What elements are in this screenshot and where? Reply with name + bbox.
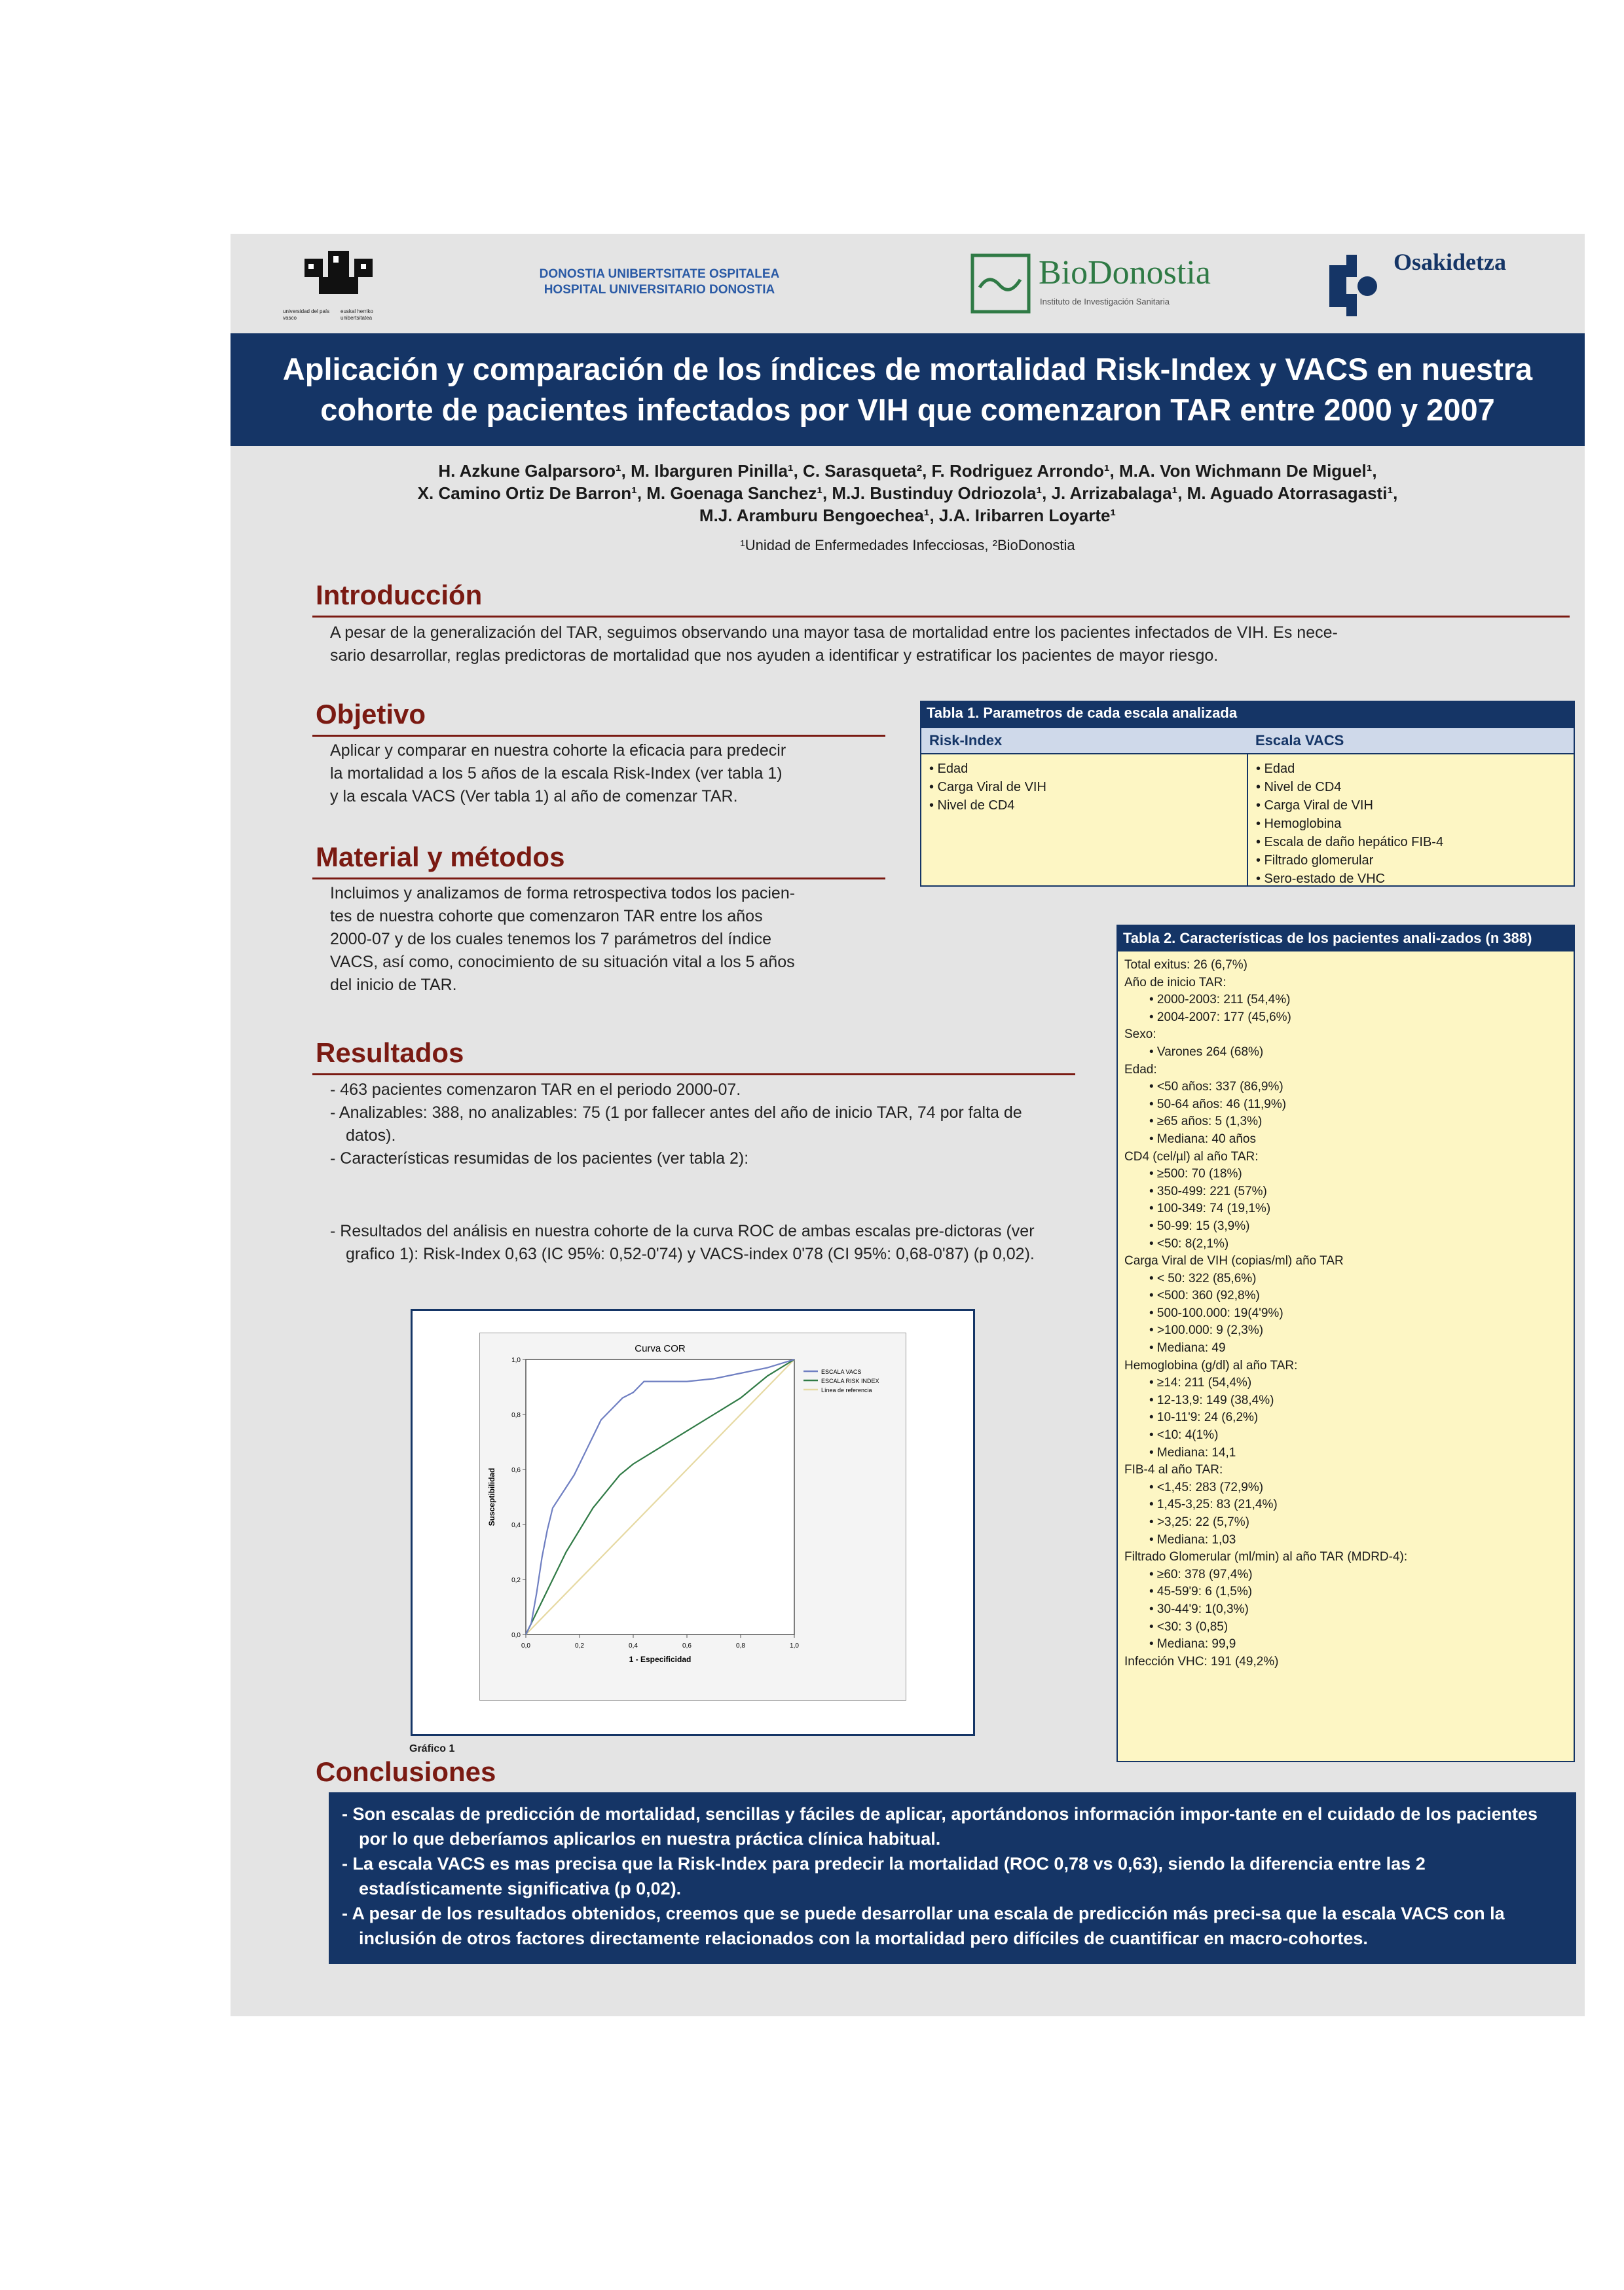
tabla2 — [1116, 925, 1575, 1762]
tabla1-header-row — [920, 728, 1575, 754]
tabla1-vacs-item: • Escala de daño hepático FIB-4 — [1256, 835, 1444, 849]
header-logos — [231, 234, 1585, 333]
tabla2-item: FIB-4 al año TAR: — [1124, 1463, 1223, 1477]
osakidetza-symbol-icon — [1325, 253, 1384, 319]
tabla2-item: Año de inicio TAR: — [1124, 975, 1227, 989]
tabla2-subitem: • Mediana: 40 años — [1149, 1132, 1256, 1146]
osakidetza-name: Osakidetza — [1393, 249, 1507, 275]
tabla2-subitem: • 350-499: 221 (57%) — [1149, 1184, 1267, 1198]
tabla2-subitem: • 100-349: 74 (19,1%) — [1149, 1202, 1271, 1216]
tabla2-item: CD4 (cel/µl) al año TAR: — [1124, 1149, 1259, 1164]
tabla2-subitem: • Varones 264 (68%) — [1149, 1044, 1264, 1059]
tabla2-subitem: • < 50: 322 (85,6%) — [1149, 1271, 1257, 1285]
y-tick-label: 0,2 — [511, 1577, 521, 1584]
biodonostia-sub: Instituto de Investigación Sanitaria — [1040, 297, 1170, 306]
osakidetza-logo — [1325, 248, 1541, 320]
conclusiones-item: - La escala VACS es mas precisa que la Risk-Index para predecir la mortalidad (ROC 0,78 vs 0,63), siendo la diferencia entre las 2 estadísticamente significativa (p 0,02). — [342, 1854, 1426, 1898]
tabla2-subitem: • ≥14: 211 (54,4%) — [1149, 1376, 1252, 1390]
hospital-line2: HOSPITAL UNIVERSITARIO DONOSTIA — [544, 283, 775, 297]
tabla1-vacs-item: • Hemoglobina — [1256, 817, 1342, 831]
introduccion-heading: Introducción — [316, 580, 483, 610]
upv-text-right: euskal herriko unibertsitatea — [341, 308, 373, 321]
objetivo-heading: Objetivo — [316, 699, 426, 729]
tabla2-subitem: • 2004-2007: 177 (45,6%) — [1149, 1010, 1291, 1024]
tabla2-item: Carga Viral de VIH (copias/ml) año TAR — [1124, 1254, 1344, 1268]
poster-title — [231, 333, 1585, 446]
tabla2-subitem: • 500-100.000: 19(4'9%) — [1149, 1306, 1283, 1320]
tabla2-body — [1116, 951, 1575, 1762]
tabla2-subitem: • Mediana: 14,1 — [1149, 1445, 1236, 1460]
tabla1-risk-list — [921, 754, 1248, 885]
tabla1-col-risk: Risk-Index — [929, 732, 1003, 748]
tabla2-item: Total exitus: 26 (6,7%) — [1124, 958, 1247, 972]
x-axis-label: 1 - Especificidad — [629, 1655, 692, 1664]
metodos-heading: Material y métodos — [316, 841, 565, 872]
tabla2-subitem: • <30: 3 (0,85) — [1149, 1619, 1228, 1634]
tabla2-item: Edad: — [1124, 1062, 1157, 1077]
tabla2-subitem: • 50-99: 15 (3,9%) — [1149, 1219, 1250, 1233]
y-axis-label: Susceptibilidad — [487, 1468, 496, 1526]
chart-title: Curva COR — [635, 1343, 686, 1354]
metodos-line1: Incluimos y analizamos de forma retrospectiva todos los pacien- — [330, 884, 796, 902]
tabla2-subitem: • Mediana: 99,9 — [1149, 1637, 1236, 1652]
resultados-rule — [312, 1073, 1075, 1075]
objetivo-line2: la mortalidad a los 5 años de la escala Risk-Index (ver tabla 1) — [330, 764, 783, 783]
tabla2-subitem: • ≥500: 70 (18%) — [1149, 1167, 1242, 1181]
introduccion-line2: sario desarrollar, reglas predictoras de mortalidad que nos ayuden a identificar y estratificar los pacientes de mayor riesgo. — [330, 646, 1219, 665]
resultados-item: - Resultados del análisis en nuestra cohorte de la curva ROC de ambas escalas pre-dictoras (ver grafico 1): Risk-Index 0,63 (IC 95%: 0,52-0'74) y VACS-index 0'78 (CI 95%: 0,68-0'87) (p 0,02). — [330, 1222, 1035, 1263]
tabla2-item: Hemoglobina (g/dl) al año TAR: — [1124, 1358, 1298, 1373]
tabla2-subitem: • 30-44'9: 1(0,3%) — [1149, 1602, 1249, 1616]
hospital-line1: DONOSTIA UNIBERTSITATE OSPITALEA — [539, 267, 780, 281]
resultados-item: - 463 pacientes comenzaron TAR en el periodo 2000-07. — [330, 1080, 741, 1099]
biodonostia-name: BioDonostia — [1039, 254, 1211, 291]
tabla1-vacs-item: • Carga Viral de VIH — [1256, 798, 1373, 813]
conclusiones-item: - A pesar de los resultados obtenidos, creemos que se puede desarrollar una escala de predicción más preci-sa que la escala VACS con la inclusión de otros factores directamente relacionados con la mortalidad pero difíciles de cuantificar en macro-cohortes. — [342, 1904, 1505, 1948]
resultados-heading: Resultados — [316, 1037, 464, 1068]
tabla1-vacs-item: • Nivel de CD4 — [1256, 780, 1342, 794]
tabla2-subitem: • <1,45: 283 (72,9%) — [1149, 1480, 1264, 1494]
hospital-name — [512, 267, 807, 298]
tabla2-subitem: • 2000-2003: 211 (54,4%) — [1149, 993, 1291, 1007]
tabla2-subitem: • <10: 4(1%) — [1149, 1428, 1219, 1443]
objetivo-line1: Aplicar y comparar en nuestra cohorte la eficacia para predecir — [330, 741, 786, 760]
upv-logo — [283, 246, 394, 324]
roc-chart-panel — [479, 1333, 906, 1701]
chart-caption: Gráfico 1 — [409, 1743, 455, 1754]
tabla1-body — [920, 754, 1575, 887]
roc-chart — [480, 1333, 906, 1700]
tabla1-title: Tabla 1. Parametros de cada escala analizada — [920, 701, 1575, 728]
biodonostia-logo — [970, 252, 1246, 315]
tabla2-subitem: • Mediana: 49 — [1149, 1341, 1226, 1356]
introduccion-rule — [312, 616, 1570, 618]
x-tick-label: 0,8 — [736, 1642, 745, 1650]
introduccion-line1: A pesar de la generalización del TAR, seguimos observando una mayor tasa de mortalidad entre los pacientes infectados de VIH. Es nece- — [330, 623, 1338, 642]
metodos-line3: 2000-07 y de los cuales tenemos los 7 parámetros del índice — [330, 930, 771, 948]
resultados-item: - Analizables: 388, no analizables: 75 (1 por fallecer antes del año de inicio TAR, 74 por falta de datos). — [330, 1103, 1022, 1145]
tabla2-subitem: • 12-13,9: 149 (38,4%) — [1149, 1393, 1274, 1407]
tabla2-subitem: • ≥65 años: 5 (1,3%) — [1149, 1115, 1263, 1129]
x-tick-label: 0,6 — [682, 1642, 692, 1650]
legend-label: Línea de referencia — [821, 1387, 872, 1394]
tabla2-subitem: • <500: 360 (92,8%) — [1149, 1289, 1260, 1303]
tabla1-vacs-item: • Edad — [1256, 762, 1295, 776]
upv-text-left: universidad del país vasco — [283, 308, 330, 321]
x-tick-label: 1,0 — [790, 1642, 799, 1650]
tabla2-subitem: • Mediana: 1,03 — [1149, 1532, 1236, 1547]
conclusiones-box — [329, 1792, 1576, 1964]
objetivo-rule — [312, 735, 885, 737]
y-tick-label: 0,6 — [511, 1467, 521, 1474]
tabla1 — [920, 701, 1575, 887]
tabla2-subitem: • <50 años: 337 (86,9%) — [1149, 1080, 1283, 1094]
tabla2-subitem: • 1,45-3,25: 83 (21,4%) — [1149, 1498, 1278, 1512]
tabla2-subitem: • >100.000: 9 (2,3%) — [1149, 1323, 1264, 1338]
metodos-line2: tes de nuestra cohorte que comenzaron TAR entre los años — [330, 907, 763, 925]
x-tick-label: 0,2 — [575, 1642, 584, 1650]
tabla2-subitem: • 45-59'9: 6 (1,5%) — [1149, 1585, 1253, 1599]
authors-line1: H. Azkune Galparsoro¹, M. Ibarguren Pinilla¹, C. Sarasqueta², F. Rodriguez Arrondo¹, M.A. Von Wichmann De Miguel¹, — [438, 461, 1377, 481]
y-tick-label: 0,4 — [511, 1522, 521, 1529]
authors-line3: M.J. Aramburu Bengoechea¹, J.A. Iribarren Loyarte¹ — [699, 506, 1116, 525]
title-line2: cohorte de pacientes infectados por VIH que comenzaron TAR entre 2000 y 2007 — [320, 392, 1495, 427]
tabla2-item: Sexo: — [1124, 1027, 1156, 1042]
introduccion-text — [330, 621, 1574, 667]
legend-label: ESCALA VACS — [821, 1369, 862, 1375]
metodos-rule — [312, 877, 885, 879]
legend-label: ESCALA RISK INDEX — [821, 1378, 879, 1384]
metodos-line4: VACS, así como, conocimiento de su situación vital a los 5 años — [330, 953, 795, 971]
tabla1-vacs-item: • Sero-estado de VHC — [1256, 872, 1386, 886]
metodos-line5: del inicio de TAR. — [330, 976, 457, 994]
tabla2-item: Filtrado Glomerular (ml/min) al año TAR (MDRD-4): — [1124, 1550, 1408, 1564]
tabla2-title: Tabla 2. Características de los pacientes anali-zados (n 388) — [1116, 925, 1575, 951]
y-tick-label: 1,0 — [511, 1357, 521, 1364]
poster — [231, 234, 1585, 2016]
title-line1: Aplicación y comparación de los índices de mortalidad Risk-Index y VACS en nuestra — [282, 352, 1533, 386]
tabla2-subitem: • 10-11'9: 24 (6,2%) — [1149, 1411, 1259, 1425]
metodos-text — [330, 882, 887, 997]
conclusiones-heading: Conclusiones — [316, 1756, 496, 1787]
affiliation: ¹Unidad de Enfermedades Infecciosas, ²BioDonostia — [740, 537, 1075, 553]
tabla2-subitem: • <50: 8(2,1%) — [1149, 1236, 1229, 1251]
tabla2-subitem: • >3,25: 22 (5,7%) — [1149, 1515, 1249, 1529]
tabla1-risk-item: • Edad — [929, 762, 969, 776]
tabla2-subitem: • 50-64 años: 46 (11,9%) — [1149, 1097, 1287, 1111]
tabla1-vacs-list — [1248, 754, 1574, 885]
authors-line2: X. Camino Ortiz De Barron¹, M. Goenaga Sanchez¹, M.J. Bustinduy Odriozola¹, J. Arrizabalaga¹, M. Aguado Atorrasagasti¹, — [417, 483, 1398, 503]
tabla1-col-vacs: Escala VACS — [1255, 732, 1344, 748]
resultados-item: - Características resumidas de los pacientes (ver tabla 2): — [330, 1149, 749, 1168]
tabla1-risk-item: • Nivel de CD4 — [929, 798, 1015, 813]
objetivo-line3: y la escala VACS (Ver tabla 1) al año de comenzar TAR. — [330, 787, 738, 805]
resultados-text — [330, 1079, 1077, 1266]
conclusiones-item: - Son escalas de predicción de mortalidad, sencillas y fáciles de aplicar, aportándonos información impor-tante en el cuidado de los pacientes por lo que deberíamos aplicarlos en nuestra práctica clínica habitual. — [342, 1804, 1538, 1849]
objetivo-text — [330, 739, 887, 808]
biodonostia-wave-icon — [970, 253, 1031, 314]
resultados-list — [330, 1079, 1077, 1266]
x-tick-label: 0,4 — [629, 1642, 638, 1650]
y-tick-label: 0,8 — [511, 1412, 521, 1419]
authors — [270, 460, 1545, 526]
x-tick-label: 0,0 — [521, 1642, 530, 1650]
upv-tree-icon — [299, 246, 378, 298]
tabla2-item: Infección VHC: 191 (49,2%) — [1124, 1654, 1279, 1669]
tabla1-vacs-item: • Filtrado glomerular — [1256, 853, 1374, 868]
tabla1-risk-item: • Carga Viral de VIH — [929, 780, 1046, 794]
y-tick-label: 0,0 — [511, 1632, 521, 1639]
tabla2-subitem: • ≥60: 378 (97,4%) — [1149, 1567, 1253, 1581]
